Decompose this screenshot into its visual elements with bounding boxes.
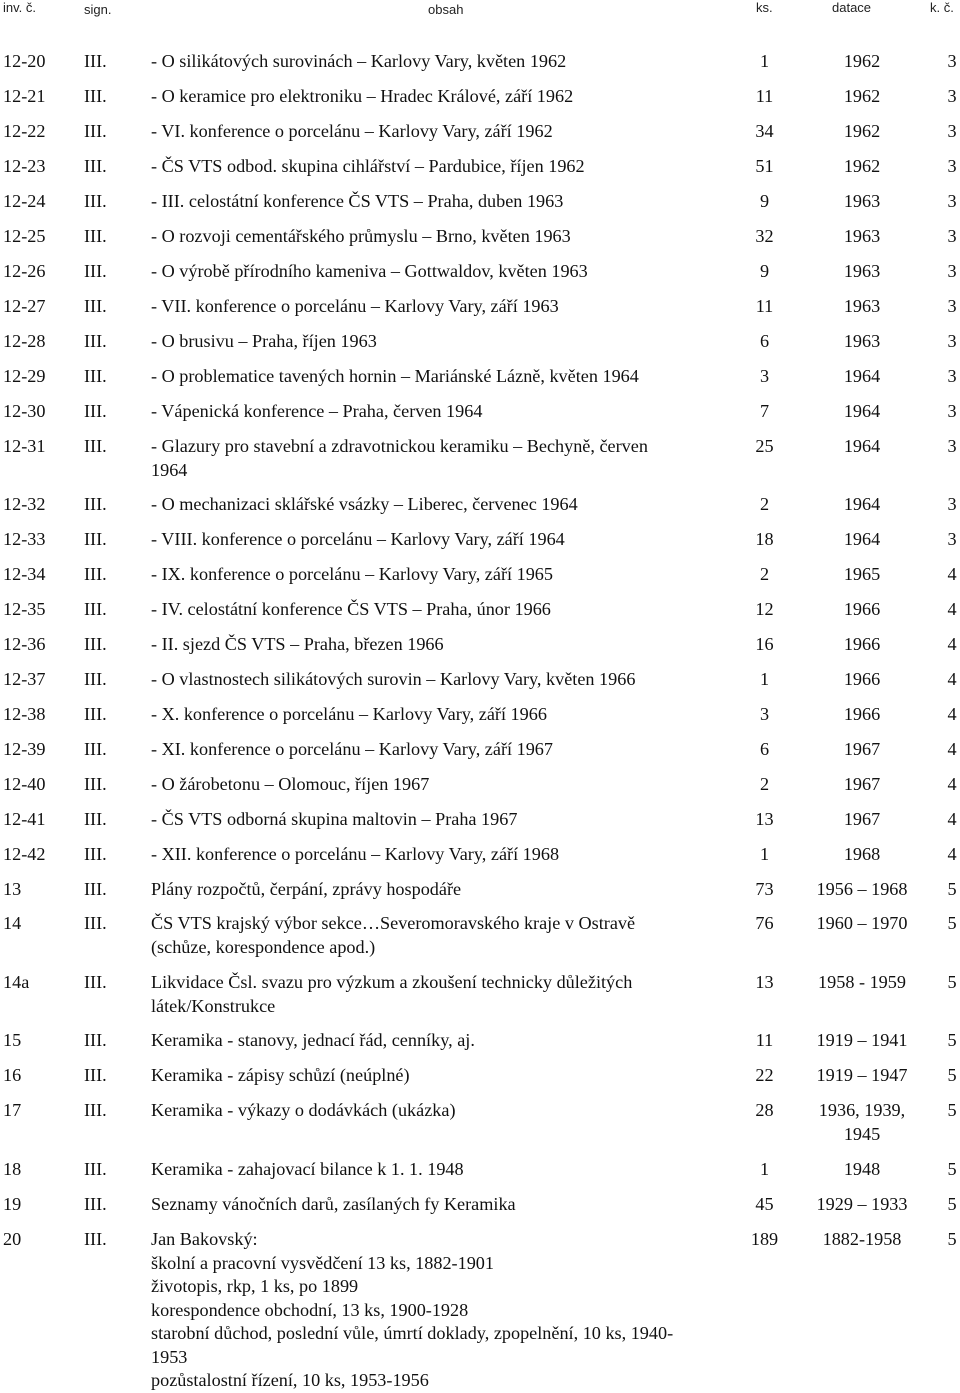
piece-count: 28 — [755, 1100, 774, 1120]
content-line: Likvidace Čsl. svazu pro výzkum a zkoušení technicky důležitých — [151, 972, 633, 992]
dating — [802, 225, 922, 249]
signature: III. — [84, 1100, 107, 1120]
content-line: životopis, rkp, 1 ks, po 1899 — [151, 1276, 359, 1296]
box-number: 4 — [947, 634, 957, 654]
dating-line: 1963 — [843, 261, 881, 281]
dating-line: 1962 — [843, 86, 881, 106]
content-description — [151, 1158, 751, 1182]
box-number: 3 — [947, 529, 957, 549]
dating-line: 1966 — [843, 634, 881, 654]
piece-count: 1 — [759, 669, 770, 689]
inventory-number: 12-21 — [3, 86, 46, 106]
header-signature: sign. — [84, 2, 112, 17]
content-description — [151, 563, 751, 587]
content-description — [151, 633, 751, 657]
dating — [802, 878, 922, 902]
content-line: starobní důchod, poslední vůle, úmrtí doklady, zpopelnění, 10 ks, 1940- — [151, 1323, 674, 1343]
content-description — [151, 435, 751, 482]
piece-count: 73 — [755, 879, 774, 899]
dating — [802, 912, 922, 936]
piece-count: 2 — [759, 564, 770, 584]
content-description — [151, 1099, 751, 1123]
piece-count: 7 — [759, 401, 770, 421]
content-line: - Glazury pro stavební a zdravotnickou keramiku – Bechyně, červen — [151, 436, 648, 456]
dating-line: 1958 - 1959 — [818, 972, 906, 992]
content-description — [151, 703, 751, 727]
content-description — [151, 598, 751, 622]
dating — [802, 260, 922, 284]
header-inv-number: inv. č. — [3, 0, 36, 15]
dating — [802, 85, 922, 109]
box-number: 5 — [947, 1229, 957, 1249]
piece-count: 18 — [755, 529, 774, 549]
dating-line: 1936, 1939, — [818, 1100, 906, 1120]
box-number: 4 — [947, 599, 957, 619]
inventory-number: 12-24 — [3, 191, 46, 211]
header-dating: datace — [832, 0, 872, 15]
dating — [802, 528, 922, 552]
dating — [802, 365, 922, 389]
content-line: - ČS VTS odbod. skupina cihlářství – Pardubice, říjen 1962 — [151, 156, 585, 176]
inventory-number: 20 — [3, 1229, 22, 1249]
piece-count: 11 — [755, 1030, 774, 1050]
content-description — [151, 365, 751, 389]
dating — [802, 971, 922, 995]
dating — [802, 50, 922, 74]
inventory-number: 16 — [3, 1065, 22, 1085]
box-number: 4 — [947, 564, 957, 584]
content-line: - II. sjezd ČS VTS – Praha, březen 1966 — [151, 634, 444, 654]
signature: III. — [84, 564, 107, 584]
dating-line: 1963 — [843, 226, 881, 246]
content-description — [151, 400, 751, 424]
piece-count: 1 — [759, 1159, 770, 1179]
dating-line: 1966 — [843, 599, 881, 619]
content-line: pozůstalostní řízení, 10 ks, 1953-1956 — [151, 1370, 429, 1390]
content-line: - XII. konference o porcelánu – Karlovy Vary, září 1968 — [151, 844, 560, 864]
piece-count: 189 — [750, 1229, 779, 1249]
content-line: 1964 — [151, 459, 188, 480]
signature: III. — [84, 436, 107, 456]
inventory-number: 12-38 — [3, 704, 46, 724]
content-description — [151, 668, 751, 692]
signature: III. — [84, 879, 107, 899]
dating-line: 1964 — [843, 494, 881, 514]
piece-count: 6 — [759, 331, 770, 351]
content-line: školní a pracovní vysvědčení 13 ks, 1882-1901 — [151, 1252, 494, 1273]
box-number: 5 — [947, 1030, 957, 1050]
content-line: Keramika - stanovy, jednací řád, cenníky, aj. — [151, 1030, 475, 1050]
content-description — [151, 85, 751, 109]
signature: III. — [84, 1229, 107, 1249]
box-number: 3 — [947, 51, 957, 71]
dating — [802, 155, 922, 179]
box-number: 5 — [947, 1159, 957, 1179]
content-description — [151, 912, 751, 959]
dating-line: 1963 — [843, 331, 881, 351]
content-line: - O vlastnostech silikátových surovin – Karlovy Vary, květen 1966 — [151, 669, 636, 689]
content-description — [151, 1193, 751, 1217]
inventory-number: 15 — [3, 1030, 22, 1050]
piece-count: 22 — [755, 1065, 774, 1085]
dating — [802, 400, 922, 424]
inventory-number: 12-35 — [3, 599, 46, 619]
content-description — [151, 808, 751, 832]
dating — [802, 843, 922, 867]
piece-count: 13 — [755, 809, 774, 829]
signature: III. — [84, 844, 107, 864]
inventory-number: 12-37 — [3, 669, 46, 689]
signature: III. — [84, 226, 107, 246]
piece-count: 45 — [755, 1194, 774, 1214]
signature: III. — [84, 1159, 107, 1179]
inventory-number: 12-34 — [3, 564, 46, 584]
box-number: 4 — [947, 739, 957, 759]
dating — [802, 773, 922, 797]
signature: III. — [84, 121, 107, 141]
dating — [802, 190, 922, 214]
signature: III. — [84, 1065, 107, 1085]
content-line: - O žárobetonu – Olomouc, říjen 1967 — [151, 774, 430, 794]
content-description — [151, 843, 751, 867]
box-number: 3 — [947, 261, 957, 281]
dating — [802, 1228, 922, 1252]
inventory-number: 12-33 — [3, 529, 46, 549]
inventory-number: 14a — [3, 972, 30, 992]
dating — [802, 738, 922, 762]
dating-line: 1967 — [843, 774, 881, 794]
box-number: 4 — [947, 844, 957, 864]
content-description — [151, 50, 751, 74]
signature: III. — [84, 704, 107, 724]
content-description — [151, 493, 751, 517]
inventory-number: 12-22 — [3, 121, 46, 141]
piece-count: 32 — [755, 226, 774, 246]
content-line: korespondence obchodní, 13 ks, 1900-1928 — [151, 1299, 469, 1320]
signature: III. — [84, 913, 107, 933]
inventory-number: 12-31 — [3, 436, 46, 456]
box-number: 3 — [947, 226, 957, 246]
content-description — [151, 738, 751, 762]
box-number: 5 — [947, 1194, 957, 1214]
content-line: - O rozvoji cementářského průmyslu – Brno, květen 1963 — [151, 226, 571, 246]
content-line: Keramika - zápisy schůzí (neúplné) — [151, 1065, 410, 1085]
signature: III. — [84, 599, 107, 619]
content-line: - VII. konference o porcelánu – Karlovy Vary, září 1963 — [151, 296, 559, 316]
piece-count: 3 — [759, 366, 770, 386]
dating-line: 1963 — [843, 191, 881, 211]
inventory-number: 12-32 — [3, 494, 46, 514]
box-number: 3 — [947, 121, 957, 141]
inventory-number: 12-39 — [3, 739, 46, 759]
dating-line: 1965 — [843, 564, 881, 584]
signature: III. — [84, 191, 107, 211]
inventory-number: 12-36 — [3, 634, 46, 654]
piece-count: 1 — [759, 51, 770, 71]
header-pieces: ks. — [756, 0, 773, 15]
content-line: - O silikátových surovinách – Karlovy Vary, květen 1962 — [151, 51, 567, 71]
box-number: 3 — [947, 436, 957, 456]
dating-line: 1962 — [843, 51, 881, 71]
signature: III. — [84, 51, 107, 71]
piece-count: 9 — [759, 261, 770, 281]
piece-count: 13 — [755, 972, 774, 992]
signature: III. — [84, 634, 107, 654]
content-description — [151, 1228, 751, 1393]
box-number: 3 — [947, 191, 957, 211]
box-number: 3 — [947, 401, 957, 421]
box-number: 4 — [947, 774, 957, 794]
dating-line: 1962 — [843, 156, 881, 176]
content-description — [151, 190, 751, 214]
inventory-number: 12-28 — [3, 331, 46, 351]
content-line: - ČS VTS odborná skupina maltovin – Praha 1967 — [151, 809, 518, 829]
box-number: 5 — [947, 1100, 957, 1120]
piece-count: 9 — [759, 191, 770, 211]
dating — [802, 435, 922, 459]
content-description — [151, 155, 751, 179]
inventory-number: 12-20 — [3, 51, 46, 71]
signature: III. — [84, 529, 107, 549]
piece-count: 1 — [759, 844, 770, 864]
dating-line: 1919 – 1941 — [816, 1030, 908, 1050]
signature: III. — [84, 494, 107, 514]
inventory-number: 17 — [3, 1100, 22, 1120]
content-line: - VI. konference o porcelánu – Karlovy Vary, září 1962 — [151, 121, 553, 141]
box-number: 4 — [947, 669, 957, 689]
dating-line: 1945 — [843, 1123, 881, 1144]
signature: III. — [84, 401, 107, 421]
content-line: - X. konference o porcelánu – Karlovy Vary, září 1966 — [151, 704, 547, 724]
box-number: 3 — [947, 366, 957, 386]
dating-line: 1964 — [843, 366, 881, 386]
dating-line: 1956 – 1968 — [816, 879, 908, 899]
dating-line: 1964 — [843, 436, 881, 456]
content-line: látek/Konstrukce — [151, 995, 276, 1016]
signature: III. — [84, 366, 107, 386]
signature: III. — [84, 774, 107, 794]
dating-line: 1919 – 1947 — [816, 1065, 908, 1085]
content-description — [151, 528, 751, 552]
piece-count: 25 — [755, 436, 774, 456]
signature: III. — [84, 86, 107, 106]
content-line: Keramika - výkazy o dodávkách (ukázka) — [151, 1100, 456, 1120]
inventory-number: 18 — [3, 1159, 22, 1179]
content-line: - VIII. konference o porcelánu – Karlovy Vary, září 1964 — [151, 529, 565, 549]
content-line: Keramika - zahajovací bilance k 1. 1. 1948 — [151, 1159, 464, 1179]
piece-count: 6 — [759, 739, 770, 759]
inventory-number: 12-30 — [3, 401, 46, 421]
content-line: - III. celostátní konference ČS VTS – Praha, duben 1963 — [151, 191, 564, 211]
dating — [802, 330, 922, 354]
signature: III. — [84, 669, 107, 689]
content-line: - O brusivu – Praha, říjen 1963 — [151, 331, 377, 351]
signature: III. — [84, 1030, 107, 1050]
piece-count: 2 — [759, 774, 770, 794]
piece-count: 51 — [755, 156, 774, 176]
content-description — [151, 225, 751, 249]
dating — [802, 1193, 922, 1217]
dating — [802, 668, 922, 692]
content-description — [151, 1064, 751, 1088]
dating — [802, 1064, 922, 1088]
content-line: Plány rozpočtů, čerpání, zprávy hospodáře — [151, 879, 462, 899]
box-number: 3 — [947, 86, 957, 106]
inventory-number: 12-41 — [3, 809, 46, 829]
content-description — [151, 260, 751, 284]
signature: III. — [84, 972, 107, 992]
content-description — [151, 295, 751, 319]
inventory-number: 12-26 — [3, 261, 46, 281]
dating-line: 1964 — [843, 529, 881, 549]
dating-line: 1968 — [843, 844, 881, 864]
dating-line: 1967 — [843, 809, 881, 829]
box-number: 5 — [947, 972, 957, 992]
inventory-number: 14 — [3, 913, 22, 933]
dating — [802, 808, 922, 832]
inventory-number: 12-42 — [3, 844, 46, 864]
content-line: Jan Bakovský: — [151, 1229, 258, 1249]
content-description — [151, 878, 751, 902]
dating — [802, 120, 922, 144]
dating — [802, 1158, 922, 1182]
content-line: Seznamy vánočních darů, zasílaných fy Keramika — [151, 1194, 516, 1214]
piece-count: 76 — [755, 913, 774, 933]
dating — [802, 295, 922, 319]
inventory-number: 12-29 — [3, 366, 46, 386]
content-line: - IX. konference o porcelánu – Karlovy Vary, září 1965 — [151, 564, 553, 584]
dating — [802, 703, 922, 727]
box-number: 3 — [947, 156, 957, 176]
piece-count: 11 — [755, 296, 774, 316]
content-line: (schůze, korespondence apod.) — [151, 936, 376, 957]
content-description — [151, 1029, 751, 1053]
dating-line: 1967 — [843, 739, 881, 759]
signature: III. — [84, 331, 107, 351]
piece-count: 16 — [755, 634, 774, 654]
box-number: 3 — [947, 296, 957, 316]
content-description — [151, 971, 751, 1018]
box-number: 3 — [947, 494, 957, 514]
dating-line: 1962 — [843, 121, 881, 141]
piece-count: 11 — [755, 86, 774, 106]
dating-line: 1964 — [843, 401, 881, 421]
inventory-number: 12-27 — [3, 296, 46, 316]
dating — [802, 1099, 922, 1146]
signature: III. — [84, 809, 107, 829]
dating-line: 1948 — [843, 1159, 881, 1179]
dating-line: 1929 – 1933 — [816, 1194, 908, 1214]
dating-line: 1960 – 1970 — [816, 913, 908, 933]
content-description — [151, 120, 751, 144]
content-line: - O keramice pro elektroniku – Hradec Králové, září 1962 — [151, 86, 574, 106]
signature: III. — [84, 296, 107, 316]
box-number: 4 — [947, 809, 957, 829]
content-line: 1953 — [151, 1346, 188, 1367]
content-line: ČS VTS krajský výbor sekce…Severomoravského kraje v Ostravě — [151, 913, 636, 933]
signature: III. — [84, 156, 107, 176]
dating — [802, 598, 922, 622]
signature: III. — [84, 739, 107, 759]
dating-line: 1882-1958 — [822, 1229, 902, 1249]
inventory-number: 12-40 — [3, 774, 46, 794]
signature: III. — [84, 261, 107, 281]
inventory-number: 12-25 — [3, 226, 46, 246]
dating-line: 1963 — [843, 296, 881, 316]
content-line: - XI. konference o porcelánu – Karlovy Vary, září 1967 — [151, 739, 553, 759]
dating-line: 1966 — [843, 669, 881, 689]
header-content: obsah — [428, 2, 464, 17]
content-line: - O mechanizaci sklářské vsázky – Liberec, červenec 1964 — [151, 494, 578, 514]
box-number: 5 — [947, 1065, 957, 1085]
dating — [802, 1029, 922, 1053]
inventory-number: 13 — [3, 879, 22, 899]
dating — [802, 633, 922, 657]
content-line: - Vápenická konference – Praha, červen 1964 — [151, 401, 483, 421]
piece-count: 34 — [755, 121, 774, 141]
inventory-number: 12-23 — [3, 156, 46, 176]
box-number: 4 — [947, 704, 957, 724]
box-number: 5 — [947, 879, 957, 899]
inventory-number: 19 — [3, 1194, 22, 1214]
content-line: - IV. celostátní konference ČS VTS – Praha, únor 1966 — [151, 599, 551, 619]
piece-count: 12 — [755, 599, 774, 619]
piece-count: 2 — [759, 494, 770, 514]
box-number: 3 — [947, 331, 957, 351]
piece-count: 3 — [759, 704, 770, 724]
dating — [802, 493, 922, 517]
dating-line: 1966 — [843, 704, 881, 724]
box-number: 5 — [947, 913, 957, 933]
content-line: - O problematice tavených hornin – Mariánské Lázně, květen 1964 — [151, 366, 639, 386]
header-box-number: k. č. — [930, 0, 954, 15]
content-description — [151, 330, 751, 354]
content-description — [151, 773, 751, 797]
signature: III. — [84, 1194, 107, 1214]
content-line: - O výrobě přírodního kameniva – Gottwaldov, květen 1963 — [151, 261, 588, 281]
dating — [802, 563, 922, 587]
